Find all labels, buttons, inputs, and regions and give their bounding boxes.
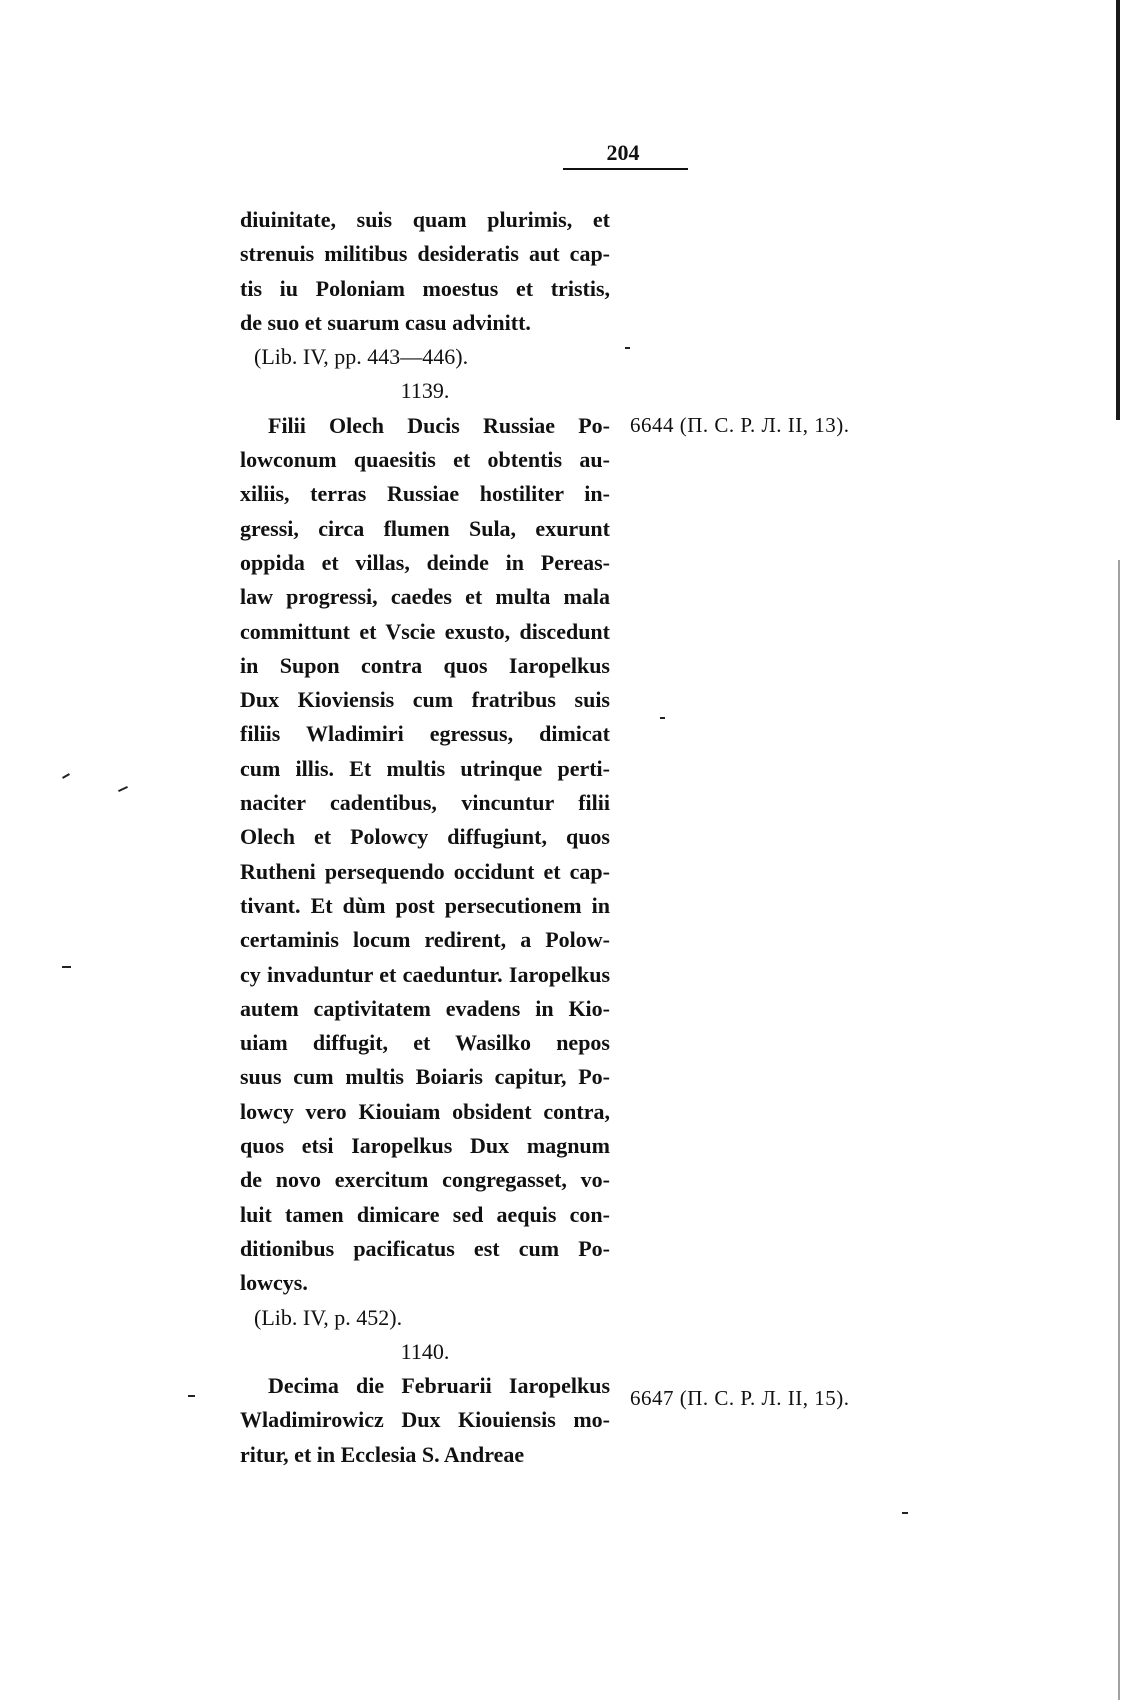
text-line: tis iu Poloniam moestus et tristis, <box>240 275 610 301</box>
text-line: cum illis. Et multis utrinque perti- <box>240 755 610 781</box>
text-line: Olech et Polowcy diffugiunt, quos <box>240 824 610 850</box>
scan-speck <box>660 717 665 719</box>
text-line: certaminis locum redirent, a Polow- <box>240 927 610 953</box>
text-line: de novo exercitum congregasset, vo- <box>240 1167 610 1193</box>
text-line: lowconum quaesitis et obtentis au- <box>240 447 610 473</box>
year-heading-1139: 1139. <box>400 378 450 404</box>
margin-reference-1139: 6644 (П. С. Р. Л. II, 13). <box>630 413 850 437</box>
continuation-paragraph <box>240 203 610 1472</box>
text-line: naciter cadentibus, vincuntur filii <box>240 790 610 816</box>
text-line: ritur, et in Ecclesia S. Andreae <box>240 1441 525 1467</box>
text-line: diuinitate, suis quam plurimis, et <box>240 207 610 232</box>
scan-speck <box>625 347 630 349</box>
text-line: suus cum multis Boiaris capitur, Po- <box>240 1064 610 1090</box>
text-line: quos etsi Iaropelkus Dux magnum <box>240 1133 610 1159</box>
scan-edge-line <box>1116 0 1120 420</box>
text-line: luit tamen dimicare sed aequis con- <box>240 1201 610 1227</box>
text-line: tivant. Et dùm post persecutionem in <box>240 892 610 918</box>
text-line: strenuis militibus desideratis aut cap- <box>240 241 610 267</box>
source-citation: (Lib. IV, p. 452). <box>254 1304 403 1330</box>
header-rule <box>563 168 688 170</box>
text-line: uiam diffugit, et Wasilko nepos <box>240 1030 610 1056</box>
text-line: xiliis, terras Russiae hostiliter in- <box>240 481 610 507</box>
text-line: lowcy vero Kiouiam obsident contra, <box>240 1098 610 1124</box>
text-line: Rutheni persequendo occidunt et cap- <box>240 858 610 884</box>
page-number: 204 <box>606 140 640 165</box>
text-line: lowcys. <box>240 1270 308 1296</box>
text-line: de suo et suarum casu advinitt. <box>240 309 531 335</box>
scan-speck <box>188 1395 195 1397</box>
text-line: Decima die Februarii Iaropelkus <box>268 1373 610 1399</box>
text-line: committunt et Vscie exusto, discedunt <box>240 618 610 644</box>
scan-speck <box>902 1512 908 1514</box>
text-line: oppida et villas, deinde in Pereas- <box>240 549 610 575</box>
scan-speck <box>118 786 128 792</box>
text-line: Filii Olech Ducis Russiae Po- <box>268 412 610 438</box>
text-line: in Supon contra quos Iaropelkus <box>240 652 610 678</box>
text-line: filiis Wladimiri egressus, dimicat <box>240 721 610 747</box>
margin-reference-1140: 6647 (П. С. Р. Л. II, 15). <box>630 1386 850 1410</box>
text-line: cy invaduntur et caeduntur. Iaropelkus <box>240 961 610 987</box>
text-line: gressi, circa flumen Sula, exurunt <box>240 515 610 541</box>
year-heading-1140: 1140. <box>400 1338 450 1364</box>
text-line: Wladimirowicz Dux Kiouiensis mo- <box>240 1407 610 1433</box>
scan-speck <box>62 966 71 968</box>
text-line: Dux Kioviensis cum fratribus suis <box>240 687 610 713</box>
text-line: autem captivitatem evadens in Kio- <box>240 995 610 1021</box>
text-line: ditionibus pacificatus est cum Po- <box>240 1235 610 1261</box>
source-citation: (Lib. IV, pp. 443—446). <box>254 344 469 370</box>
scan-speck <box>62 773 70 779</box>
text-line: law progressi, caedes et multa mala <box>240 584 610 610</box>
scan-edge-line-faint <box>1118 560 1120 1700</box>
